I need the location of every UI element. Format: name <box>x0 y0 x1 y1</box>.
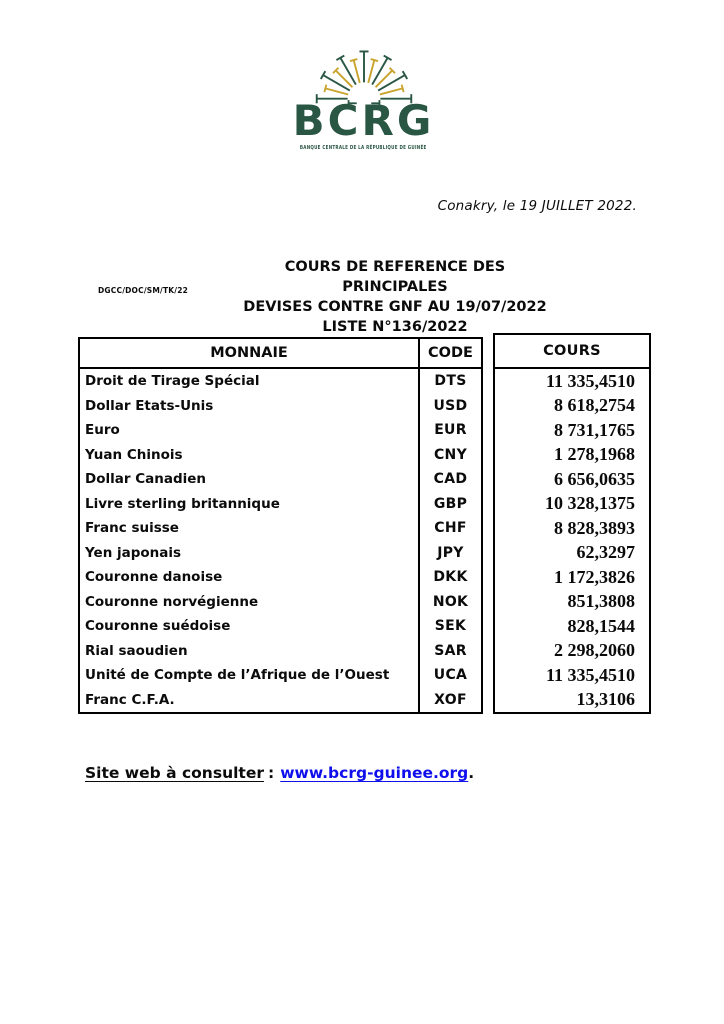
currency-code: CNY <box>433 446 468 463</box>
currency-name: Franc C.F.A. <box>80 688 420 713</box>
table-left-body <box>80 369 481 712</box>
currency-name: Dollar Canadien <box>80 467 420 492</box>
currency-code: CAD <box>433 471 468 488</box>
currency-code: SEK <box>434 618 467 635</box>
table-row <box>80 663 481 688</box>
currency-code: DTS <box>434 373 467 390</box>
currency-rate: 1 172,3826 <box>554 566 635 587</box>
currency-rate: 11 335,4510 <box>545 664 635 685</box>
bcrg-logo <box>3 46 724 151</box>
currency-rate: 13,3106 <box>576 689 635 710</box>
currency-name: Rial saoudien <box>80 639 420 664</box>
table-row <box>80 443 481 468</box>
website-line <box>85 764 474 782</box>
currency-rate: 6 656,0635 <box>554 468 635 489</box>
currency-rate: 8 731,1765 <box>554 419 635 440</box>
table-header-row <box>80 339 481 369</box>
currency-rate: 8 618,2754 <box>554 395 635 416</box>
currency-code: NOK <box>432 593 469 610</box>
table-row <box>80 688 481 713</box>
table-row <box>80 418 481 443</box>
currency-rate: 2 298,2060 <box>554 640 635 661</box>
currency-name: Couronne norvégienne <box>80 590 420 615</box>
currency-code: DKK <box>433 569 468 586</box>
table-currency-code-part <box>78 337 483 714</box>
website-period: . <box>468 764 475 782</box>
website-link[interactable]: www.bcrg-guinee.org <box>280 764 469 782</box>
currency-rate: 11 335,4510 <box>545 370 635 391</box>
table-row <box>80 394 481 419</box>
header-code: CODE <box>428 345 473 361</box>
currency-name: Yen japonais <box>80 541 420 566</box>
website-label: Site web à consulter <box>85 764 264 782</box>
currency-name: Yuan Chinois <box>80 443 420 468</box>
title-line-1: COURS DE REFERENCE DES PRINCIPALES <box>284 259 506 295</box>
table-cours-part <box>493 333 651 714</box>
currency-name: Unité de Compte de l’Afrique de l’Ouest <box>80 663 420 688</box>
currency-code: USD <box>433 397 468 414</box>
currency-rate: 851,3808 <box>567 591 635 612</box>
title-line-3: LISTE N°136/2022 <box>322 319 468 335</box>
dateline: Conakry, le 19 JUILLET 2022. <box>437 198 637 214</box>
reference-code: DGCC/DOC/SM/TK/22 <box>98 286 189 295</box>
currency-code: SAR <box>434 642 467 659</box>
logo-acronym: BCRG <box>292 96 435 145</box>
currency-code: XOF <box>434 691 467 708</box>
currency-rate: 62,3297 <box>576 542 635 563</box>
currency-name: Euro <box>80 418 420 443</box>
website-separator: : <box>267 764 275 782</box>
currency-code: CHF <box>434 520 467 537</box>
table-row <box>80 590 481 615</box>
currency-code: GBP <box>433 495 468 512</box>
table-row <box>80 516 481 541</box>
currency-rate: 8 828,3893 <box>554 517 635 538</box>
table-row <box>80 541 481 566</box>
header-cours: COURS <box>495 335 649 369</box>
currency-name: Couronne danoise <box>80 565 420 590</box>
currency-rate: 828,1544 <box>567 615 635 636</box>
currency-name: Couronne suédoise <box>80 614 420 639</box>
title-line-2: DEVISES CONTRE GNF AU 19/07/2022 <box>243 299 547 315</box>
currency-rate: 1 278,1968 <box>554 444 635 465</box>
currency-code: EUR <box>434 422 467 439</box>
currency-name: Dollar Etats-Unis <box>80 394 420 419</box>
table-row <box>80 492 481 517</box>
table-row <box>80 369 481 394</box>
header-monnaie: MONNAIE <box>80 339 420 367</box>
currency-code: JPY <box>437 544 464 561</box>
table-row <box>80 467 481 492</box>
page-title <box>230 257 560 337</box>
currency-name: Franc suisse <box>80 516 420 541</box>
currency-name: Livre sterling britannique <box>80 492 420 517</box>
currency-rate: 10 328,1375 <box>545 493 635 514</box>
table-cours-body <box>495 369 649 712</box>
logo-tagline: BANQUE CENTRALE DE LA RÉPUBLIQUE DE GUINÉE <box>300 145 427 151</box>
currency-name: Droit de Tirage Spécial <box>80 369 420 394</box>
table-row <box>80 639 481 664</box>
rates-table <box>78 333 651 714</box>
table-row <box>80 565 481 590</box>
table-row <box>80 614 481 639</box>
currency-code: UCA <box>433 667 468 684</box>
